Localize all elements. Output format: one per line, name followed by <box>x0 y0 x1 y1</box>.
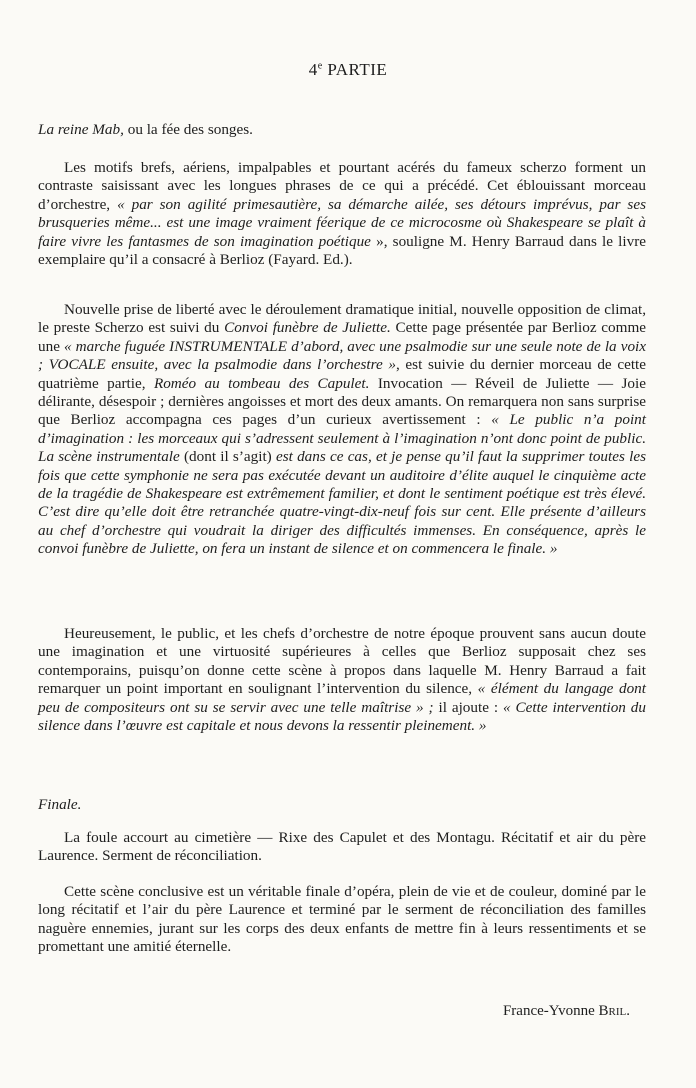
p2-quote-marche: « marche fuguée INSTRUMENTALE d’abord, avec une psalmodie sur une seule note de la voix ; VOCALE ensuite, avec la psalmodie dans l’orchestre » <box>38 337 646 374</box>
p1-quote: « par son agilité primesautière, sa démarche ailée, ses détours imprévus, par ses brusqueries même... est une image vraiment féerique de ce microcosme où Shakespeare se plaît à faire vivre les fantasmes de son imagination poétique <box>38 195 646 250</box>
author-last-name: Bril. <box>598 1003 630 1019</box>
p2-text-g: Invocation — Réveil de Juliette — Joie délirante, désespoir ; dernières angoisses et mort des deux amants. On remarquera non sans surprise que Berlioz accompagna ces pages d’un curieux avertissement : <box>38 374 646 429</box>
part-title: PARTIE <box>327 60 388 79</box>
section-title-italic: La reine Mab, <box>38 121 124 138</box>
section-title-reine-mab <box>38 121 646 139</box>
p1-text-a: Les motifs brefs, aériens, impalpables et pourtant acérés du fameux scherzo forment un contraste saisissant avec les longues phrases de ce qui a précédé. Cet éblouissant morceau d’orchestre, <box>38 159 646 213</box>
p2-quote-suite: est dans ce cas, et je pense qu’il faut la supprimer toutes les fois que cette symphonie ne sera pas exécutée devant un auditoire d’élite auquel le cinquième acte de la tragédie de Shakespeare est extrêmement familier, et dont le sentiment poétique est très élevé. C’est dire qu’elle doit être retranchée quatre-vingt-dix-neuf fois sur cent. Elle présente d’ailleurs au chef d’orchestre qui voudrait la diriger des difficultés immenses. En conséquence, après le convoi funèbre de Juliette, on fera un instant de silence et on commencera le finale. » <box>38 448 646 558</box>
p3-quote-silence: « Cette intervention du silence dans l’œuvre est capitale et nous devons la ressentir pleinement. » <box>38 698 646 735</box>
paragraph-convoi <box>38 301 646 559</box>
p2-text-a: Nouvelle prise de liberté avec le déroulement dramatique initial, nouvelle opposition de climat, le preste Scherzo est suivi du <box>38 301 646 337</box>
paragraph-scherzo <box>38 159 646 269</box>
p2-text-i: (dont il s’agit) <box>179 448 276 466</box>
section-title-rest: ou la fée des songes. <box>123 121 253 138</box>
p3-text-a: Heureusement, le public, et les chefs d’orchestre de notre époque prouvent sans aucun doute une imagination et une virtuosité supérieures à celles que Berlioz supposait chez ses contemporains, puisqu’on donne cette scène à propos dans laquelle M. Henry Barraud a fait remarquer un point important en soulignant l’intervention du silence, <box>38 625 646 698</box>
author-first-name: France-Yvonne <box>502 1003 599 1019</box>
part-heading <box>0 60 696 80</box>
p3-quote-langage: « élément du langage dont peu de compositeurs ont su se servir avec une telle maîtrise » ; <box>38 680 646 716</box>
p2-title-romeo: Roméo au tombeau des Capulet. <box>153 374 370 392</box>
paragraph-scene-conclusive: Cette scène conclusive est un véritable finale d’opéra, plein de vie et de couleur, dominé par le long récitatif et l’air du père Laurence et terminé par le serment de réconciliation des familles naguère ennemies, jurant sur les corps des deux enfants de mettre fin à leurs ressentiments et se promettant une amitié éternelle. <box>38 883 646 956</box>
p2-text-e: , est suivie du dernier morceau de cette quatrième partie, <box>38 356 646 392</box>
p2-quote-avertissement: « Le public n’a point d’imagination : les morceaux qui s’adressent seulement à l’imagination n’ont donc point de public. La scène instrumentale <box>38 411 646 466</box>
part-ordinal: e <box>317 60 323 72</box>
p1-text-c: », souligne M. Henry Barraud dans le livre exemplaire qu’il a consacré à Berlioz (Fayard. Ed.). <box>38 232 647 269</box>
part-number: 4 <box>308 60 318 79</box>
author-signature <box>503 1003 630 1020</box>
paragraph-foule: La foule accourt au cimetière — Rixe des Capulet et des Montagu. Récitatif et air du père Laurence. Serment de réconciliation. <box>38 829 646 865</box>
p3-text-c: il ajoute : <box>433 698 504 716</box>
p2-text-c: Cette page présentée par Berlioz comme une <box>38 319 647 355</box>
section-title-finale: Finale. <box>38 796 82 813</box>
p2-title-convoi: Convoi funèbre de Juliette. <box>224 319 391 337</box>
paragraph-heureusement <box>38 625 646 735</box>
